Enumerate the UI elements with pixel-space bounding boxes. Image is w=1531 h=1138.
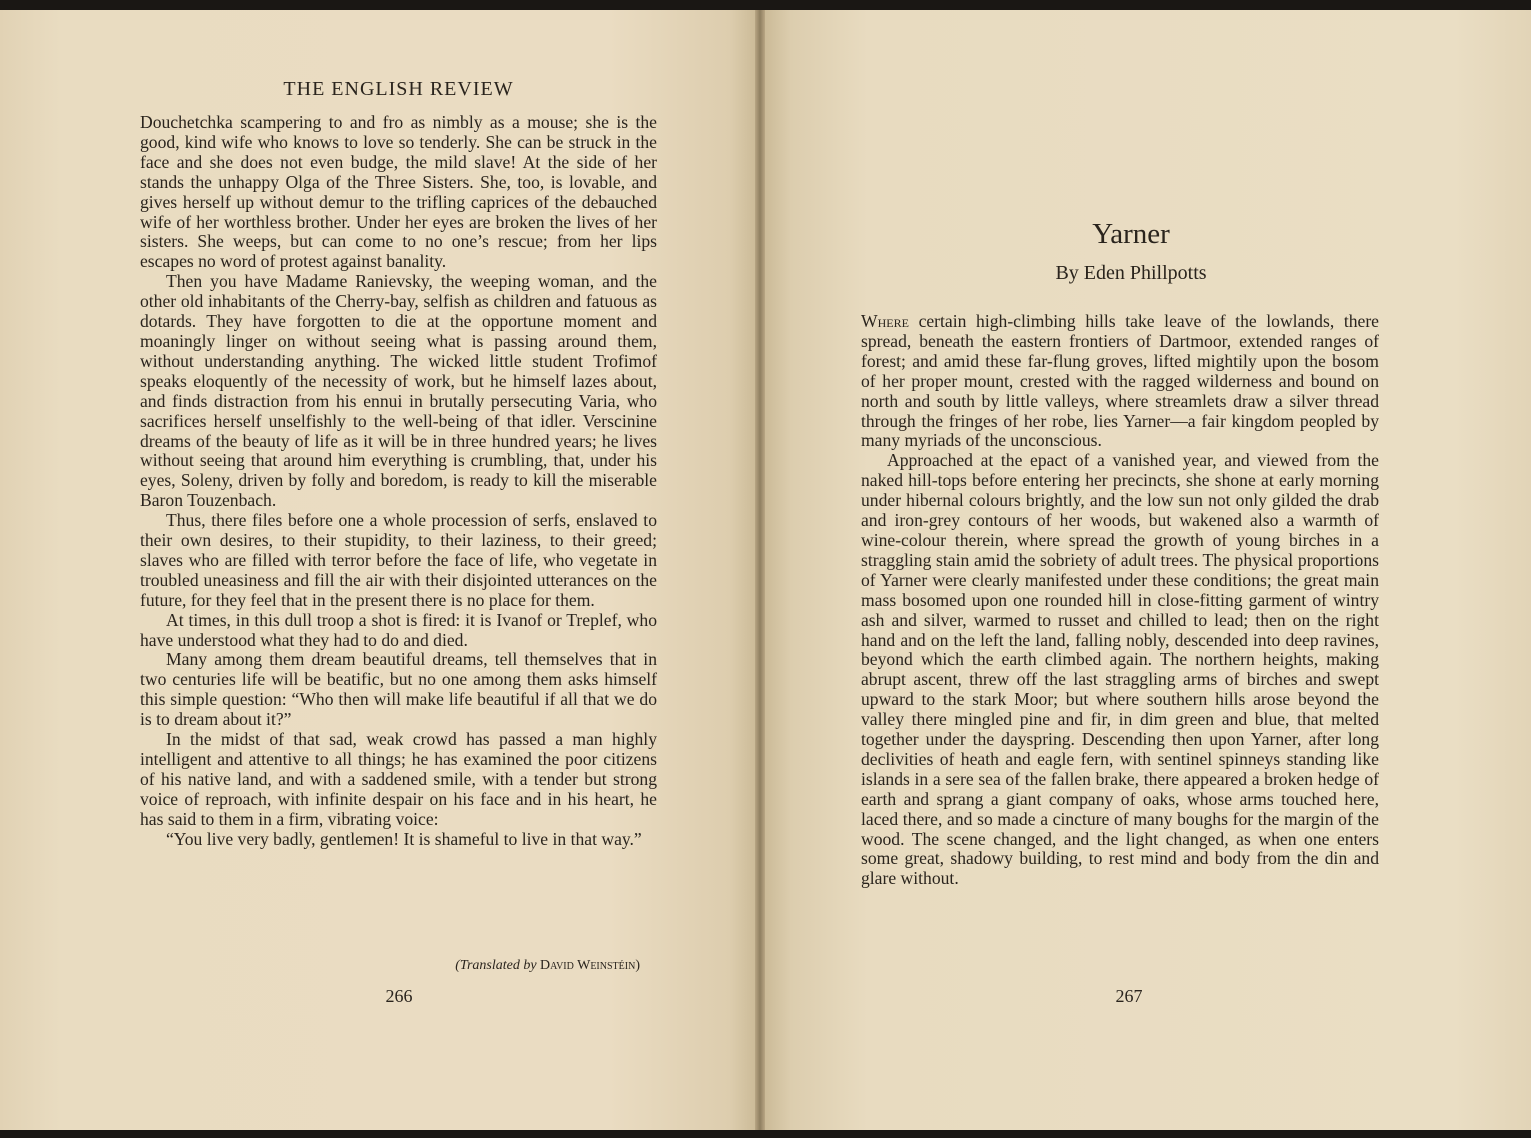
right-paragraph-1-text: certain high-climbing hills take leave of the lowlands, there spread, beneath the eastern frontiers of Dartmoor, extended ranges of forest; and amid these far-flung groves, lifted mightily upon the bosom of her proper mount, crested with the ragged wilderness and bound on north and south by little valleys, where streamlets draw a silver thread through the fringes of her robe, lies Yarner—a fair kingdom peopled by many myriads of the unconscious. bbox=[861, 311, 1379, 451]
credit-prefix: (Translated by bbox=[455, 958, 537, 973]
book-gutter bbox=[755, 10, 765, 1130]
credit-suffix: ) bbox=[635, 958, 640, 973]
page-number-right: 267 bbox=[1115, 986, 1143, 1006]
translator-credit bbox=[140, 958, 640, 974]
article-title: Yarner bbox=[1092, 218, 1170, 250]
left-page-body bbox=[140, 113, 657, 850]
opening-word: Where bbox=[861, 311, 909, 331]
left-paragraph-5: Many among them dream beautiful dreams, tell themselves that in two centuries life will be beatific, but no one among them asks himself this simple question: “Who then will make life beautiful if all that we do is to dream about it?” bbox=[140, 649, 657, 730]
credit-name: David Weinstéin bbox=[540, 958, 636, 973]
right-page-body bbox=[861, 312, 1379, 889]
running-head: THE ENGLISH REVIEW bbox=[283, 78, 514, 100]
left-paragraph-4: At times, in this dull troop a shot is fired: it is Ivanof or Treplef, who have understood what they had to do and died. bbox=[140, 609, 657, 650]
left-paragraph-7: “You live very badly, gentlemen! It is shameful to live in that way.” bbox=[166, 828, 642, 849]
left-paragraph-3: Thus, there files before one a whole procession of serfs, enslaved to their own desires, to their stupidity, to their laziness, to their greed; slaves who are filled with terror before the face of life, who vegetate in troubled uneasiness and fill the air with their disjointed utterances on the future, for they feel that in the present there is no place for them. bbox=[140, 510, 657, 610]
left-paragraph-2: Then you have Madame Ranievsky, the weeping woman, and the other old inhabitants of the Cherry-bay, selfish as children and fatuous as dotards. They have forgotten to die at the opportune moment and moaningly linger on without seeing what is passing around them, without understanding anything. The wicked little student Trofimof speaks eloquently of the necessity of work, but he himself lazes about, and finds distraction from his ennui in brutally persecuting Varia, who sacrifices herself unselfishly to the well-being of that idler. Verscinine dreams of the beauty of life as it will be in three hundred years; he lives without seeing that around him everything is crumbling, that, under his eyes, Soleny, driven by folly and boredom, is ready to kill the miserable Baron Touzenbach. bbox=[140, 271, 657, 511]
left-paragraph-1: Douchetchka scampering to and fro as nimbly as a mouse; she is the good, kind wife who knows to love so tenderly. She can be struck in the face and she does not even budge, the mild slave! At the side of her stands the unhappy Olga of the Three Sisters. She, too, is lovable, and gives herself up without demur to the trifling caprices of the debauched wife of her worthless brother. Under her eyes are broken the lives of her sisters. She weeps, but can come to no one’s rescue; from her lips escapes no word of protest against banality. bbox=[140, 112, 657, 272]
right-paragraph-1 bbox=[861, 312, 1379, 451]
left-paragraph-6: In the midst of that sad, weak crowd has passed a man highly intelligent and attentive to all things; he has examined the poor citizens of his native land, and with a saddened smile, with a tender but strong voice of reproach, with infinite despair on his face and in his heart, he has said to them in a firm, vibrating voice: bbox=[140, 729, 657, 829]
right-paragraph-2: Approached at the epact of a vanished year, and viewed from the naked hill-tops before entering her precincts, she shone at early morning under hibernal colours brightly, and the low sun not only gilded the drab and iron-grey contours of her woods, but wakened also a warmth of wine-colour therein, where spread the growth of young birches in a straggling stain amid the sobriety of adult trees. The physical proportions of Yarner were clearly manifested under these conditions; the great main mass bosomed upon one rounded hill in close-fitting garment of wintry ash and silver, warmed to russet and chilled to lead; then on the right hand and on the left the land, falling nobly, descended into deep ravines, beyond which the earth climbed again. The northern heights, making abrupt ascent, threw off the last straggling arms of birches and swept upward to the stark Moor; but where southern hills arose beyond the valley there mingled pine and fir, in dim green and blue, that melted together under the dayspring. Descending then upon Yarner, after long declivities of heath and eagle fern, with sentinel spinneys standing like islands in a sere sea of the fallen brake, there appeared a broken hedge of earth and sprang a giant company of oaks, whose arms touched here, laced there, and so made a cincture of many boughs for the margin of the wood. The scene changed, and the light changed, as when one enters some great, shadowy building, to rest mind and body from the din and glare without. bbox=[861, 450, 1379, 889]
article-byline: By Eden Phillpotts bbox=[1055, 262, 1207, 284]
page-number-left: 266 bbox=[385, 986, 413, 1006]
